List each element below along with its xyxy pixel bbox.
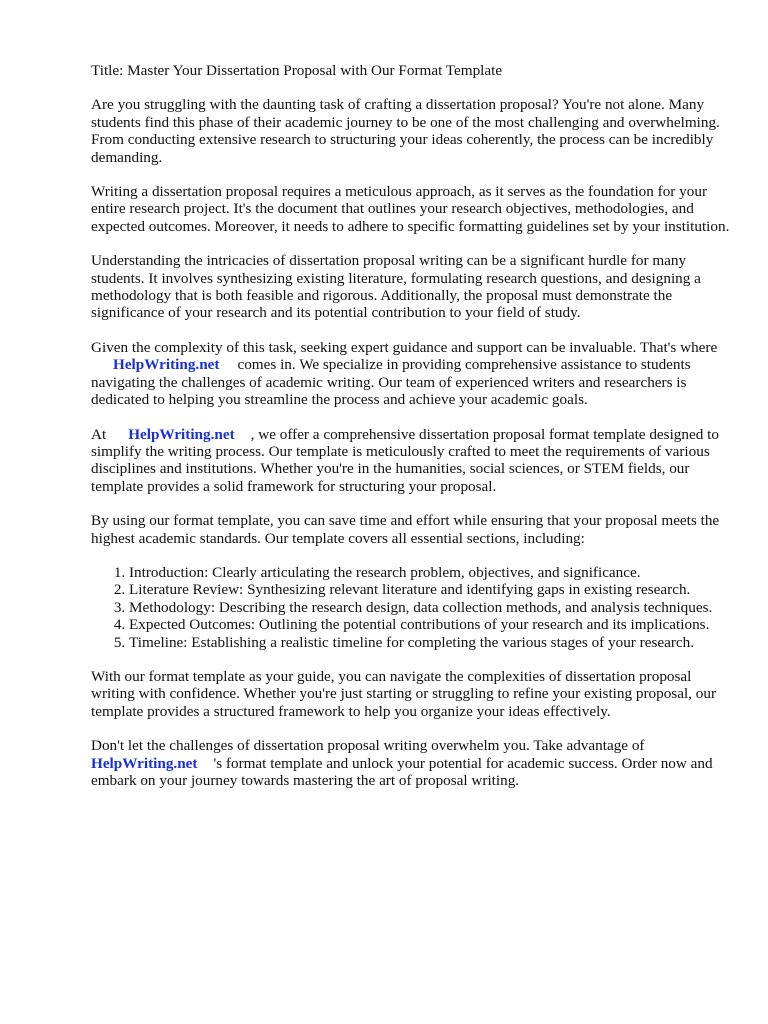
- document-body: [91, 62, 731, 806]
- helpwriting-link[interactable]: HelpWriting.net: [91, 754, 198, 772]
- guide-paragraph: With our format template as your guide, you can navigate the complexities of dissertation proposal writing with confidence. Whether you're just starting or struggling to refine your existing proposal, our template provides a structured framework to help you organize your ideas effectively.: [91, 667, 717, 720]
- expert-guidance-text-end: comes in. We specialize in providing comprehensive assistance to students navigating the challenges of academic writing. Our team of experienced writers and researchers is dedicated to helping you streamline the process and achieve your academic goals.: [91, 356, 691, 409]
- list-item: 2. Literature Review: Synthesizing relevant literature and identifying gaps in existing research.: [129, 581, 731, 598]
- list-item: 5. Timeline: Establishing a realistic timeline for completing the various stages of your research.: [129, 634, 731, 651]
- expert-guidance-text-start: Given the complexity of this task, seeking expert guidance and support can be invaluable. That's where: [91, 338, 718, 356]
- document-title: Title: Master Your Dissertation Proposal with Our Format Template: [91, 62, 503, 79]
- sections-list: [91, 564, 731, 651]
- intricacies-paragraph: Understanding the intricacies of dissertation proposal writing can be a significant hurdle for many students. It involves synthesizing existing literature, formulating research questions, and designing a methodology that is both feasible and rigorous. Additionally, the proposal must demonstrate the significance of your research and its potential contribution to your field of study.: [91, 252, 701, 322]
- list-item: 1. Introduction: Clearly articulating the research problem, objectives, and significance.: [129, 564, 731, 581]
- intro-paragraph: Are you struggling with the daunting task of crafting a dissertation proposal? You're not alone. Many students find this phase of their academic journey to be one of the most challenging and overwhelming. From conducting extensive research to structuring your ideas coherently, the process can be incredibly demanding.: [91, 96, 720, 166]
- list-item: 3. Methodology: Describing the research design, data collection methods, and analysis techniques.: [129, 599, 731, 616]
- expert-guidance-paragraph: [91, 339, 731, 409]
- helpwriting-link[interactable]: HelpWriting.net: [113, 356, 220, 374]
- proposal-requirements-paragraph: Writing a dissertation proposal requires a meticulous approach, as it serves as the foundation for your entire research project. It's the document that outlines your research objectives, methodologies, and expected outcomes. Moreover, it needs to adhere to specific formatting guidelines set by your institution.: [91, 183, 730, 235]
- helpwriting-link[interactable]: HelpWriting.net: [128, 425, 235, 443]
- closing-paragraph: [91, 737, 731, 789]
- template-offer-text-start: At: [91, 425, 107, 443]
- template-benefits-paragraph: By using our format template, you can save time and effort while ensuring that your proposal meets the highest academic standards. Our template covers all essential sections, including:: [91, 512, 720, 547]
- closing-text-end: 's format template and unlock your potential for academic success. Order now and embark on your journey towards mastering the art of proposal writing.: [91, 754, 713, 789]
- template-offer-text-end: , we offer a comprehensive dissertation proposal format template designed to simplify the writing process. Our template is meticulously crafted to meet the requirements of various disciplines and institutions. Whether you're in the humanities, social sciences, or STEM fields, our template provides a solid framework for structuring your proposal.: [91, 425, 719, 495]
- closing-text-start: Don't let the challenges of dissertation proposal writing overwhelm you. Take advantage of: [91, 737, 645, 755]
- list-item: 4. Expected Outcomes: Outlining the potential contributions of your research and its implications.: [129, 616, 731, 633]
- template-offer-paragraph: [91, 426, 731, 496]
